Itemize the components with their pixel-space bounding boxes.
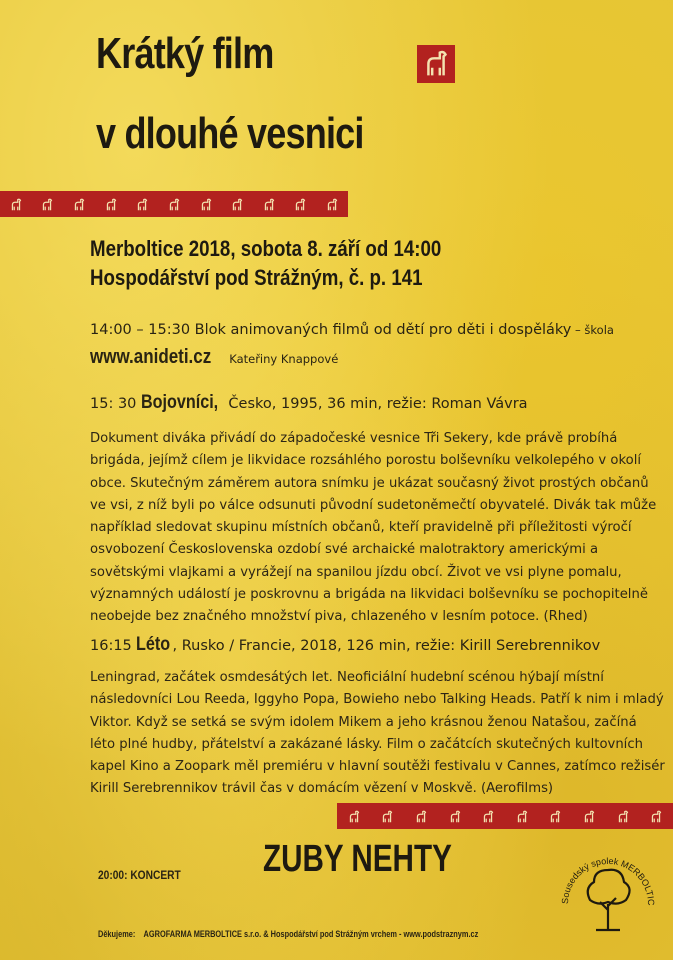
- film1-meta: Česko, 1995, 36 min, režie: Roman Vávra: [223, 396, 528, 412]
- goat-icon: [514, 807, 530, 825]
- goat-icon: [417, 45, 455, 83]
- block-teacher: Kateřiny Knappové: [229, 352, 339, 366]
- film2-heading: [90, 634, 600, 656]
- event-date: Merboltice 2018, sobota 8. září od 14:00: [90, 236, 442, 261]
- band-name: ZUBY NEHTY: [263, 838, 452, 880]
- block-schedule: [90, 322, 614, 338]
- goat-icon: [615, 807, 631, 825]
- film1-heading: [90, 392, 528, 414]
- film1-title: Bojovníci,: [141, 392, 219, 413]
- thanks-label: Děkujeme:: [98, 929, 136, 939]
- event-place: Hospodářství pod Strážným, č. p. 141: [90, 265, 423, 290]
- film2-meta: , Rusko / Francie, 2018, 126 min, režie: Kirill Serebrennikov: [172, 638, 601, 654]
- film2-time: 16:15: [90, 638, 137, 654]
- association-stamp: [556, 842, 660, 946]
- goat-icon: [198, 195, 214, 213]
- svg-text:Sousedský spolek MERBOLTICE: [556, 842, 656, 906]
- block-time: 14:00 – 15:30 Blok animovaných filmů od dětí pro děti i dospěláky: [90, 322, 572, 338]
- goat-icon: [648, 807, 664, 825]
- goat-icon: [447, 807, 463, 825]
- title-line-1: Krátký film: [96, 29, 274, 78]
- goat-icon: [39, 195, 55, 213]
- film2-title: Léto: [136, 634, 171, 655]
- film1-time: 15: 30: [90, 396, 142, 412]
- goat-icon: [547, 807, 563, 825]
- goat-icon: [229, 195, 245, 213]
- goat-icon: [166, 195, 182, 213]
- goat-icon: [8, 195, 24, 213]
- thanks-line: [98, 929, 478, 939]
- goat-logo: [417, 45, 455, 83]
- film1-description: Dokument diváka přivádí do západočeské vesnice Tři Sekery, kde právě probíhá brigáda, jejímž cílem je likvidace rozsáhlého porostu bolševníku velkolepého v okolí obce. Skutečným záměrem autora snímku je ukázat současný život prostých občanů ve vsi, z níž byli po válce odsunuti původní sudetoněmečtí obyvatelé. Divák tak může například sledovat skupinu místních občanů, kteří pravidelně při příležitosti výročí osvobození Československa ozdobí své archaické malotraktory americkými a sovětskými vlajkami a vyrážejí na spanilou jízdu obcí. Život ve vsi plyne pomalu, významných událostí je poskrovnu a brigáda na likvidaci bolševníku se pochopitelně neobejde bez značného množství piva, chlazeného v lesním potoce. (Rhed): [90, 431, 657, 625]
- goat-icon: [379, 807, 395, 825]
- goat-icon: [413, 807, 429, 825]
- concert-label: 20:00: KONCERT: [98, 868, 181, 882]
- block-school: – škola: [571, 323, 614, 337]
- thanks-text: AGROFARMA MERBOLTICE s.r.o. & Hospodářství pod Strážným vrchem - www.podstraznym.cz: [143, 929, 479, 939]
- goat-icon: [346, 807, 362, 825]
- film2-description: Leningrad, začátek osmdesátých let. Neoficiální hudební scénou hýbají místní následovníci Lou Reeda, Iggyho Popa, Bowieho nebo Talking Heads. Patří k nim i mladý Viktor. Když se setká se svým idolem Mikem a jeho krásnou ženou Natašou, začíná léto plné hudby, přátelství a zakázané lásky. Film o začátcích skutečných kultovních kapel Kino a Zoopark měl premiéru v hlavní soutěži festivalu v Cannes, zatímco režisér Kirill Serebrennikov trávil čas v domácím vězení v Moskvě. (Aerofilms): [90, 670, 665, 797]
- goat-icon: [324, 195, 340, 213]
- goat-icon: [581, 807, 597, 825]
- decorative-strip-top: [0, 191, 348, 217]
- block-web-line: [90, 346, 338, 369]
- decorative-strip-bottom: [337, 803, 673, 829]
- title-line-2: v dlouhé vesnici: [96, 109, 364, 158]
- tree-icon: [588, 870, 630, 930]
- goat-icon: [261, 195, 277, 213]
- goat-icon: [292, 195, 308, 213]
- goat-icon: [134, 195, 150, 213]
- goat-icon: [71, 195, 87, 213]
- website-link[interactable]: www.anideti.cz: [90, 346, 212, 368]
- stamp-text: Sousedský spolek MERBOLTIC: [559, 855, 657, 906]
- goat-icon: [103, 195, 119, 213]
- goat-icon: [480, 807, 496, 825]
